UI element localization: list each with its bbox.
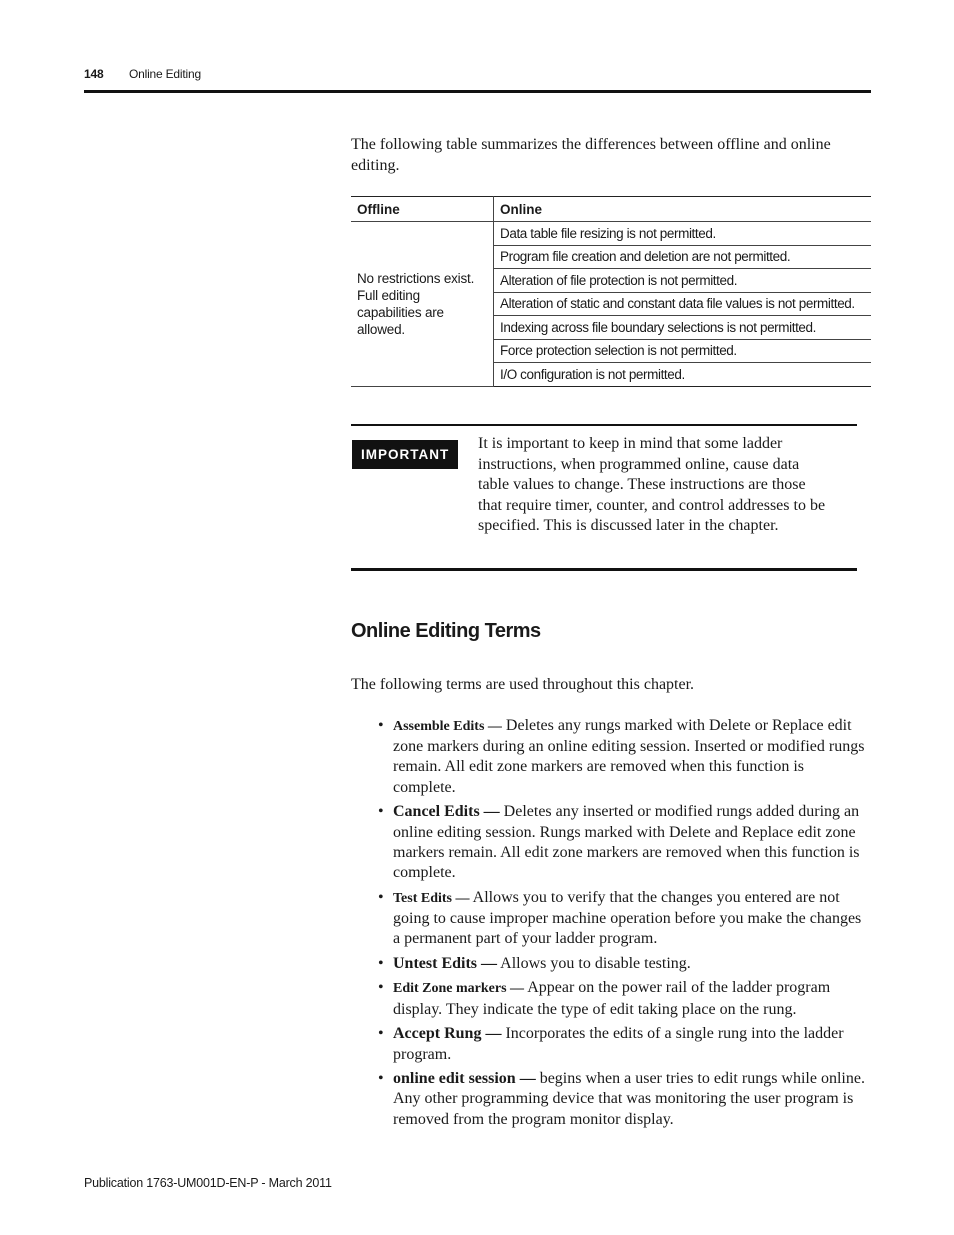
term-name: Edit Zone markers —	[393, 981, 525, 997]
list-item	[378, 1024, 870, 1064]
term-description: begins when a user tries to edit rungs while online. Any other programming device that was monitoring the user program is removed from the program monitor display.	[393, 1070, 865, 1128]
online-cell: Indexing across file boundary selections is not permitted.	[494, 316, 872, 340]
list-item	[378, 888, 870, 950]
bullet-icon: •	[378, 1070, 384, 1088]
term-description: Deletes any inserted or modified rungs added during an online editing session. Rungs marked with Delete and Replace edit zone markers remain. All edit zone markers are removed when this function is complete.	[393, 803, 860, 881]
table-header-offline: Offline	[351, 197, 494, 222]
bullet-icon: •	[378, 717, 384, 734]
term-description: Appear on the power rail of the ladder program display. They indicate the type of edit taking place on the rung.	[393, 979, 831, 1018]
important-label: IMPORTANT	[352, 440, 458, 469]
offline-cell: No restrictions exist. Full editing capabilities are allowed.	[351, 222, 494, 387]
list-item	[378, 978, 870, 1019]
bullet-icon: •	[378, 1025, 384, 1043]
term-name: Cancel Edits —	[393, 803, 500, 821]
bullet-icon: •	[378, 803, 384, 821]
term-description: Allows you to verify that the changes you entered are not going to cause improper machine operation before you make the changes a permanent part of your ladder program.	[393, 888, 862, 948]
term-name: online edit session —	[393, 1070, 536, 1088]
term-description: Allows you to disable testing.	[500, 954, 691, 972]
list-item	[378, 1069, 870, 1130]
comparison-table	[351, 196, 871, 387]
table-header-online: Online	[494, 197, 872, 222]
page-number: 148	[84, 67, 104, 81]
term-name: Untest Edits —	[393, 954, 498, 972]
online-cell: Force protection selection is not permitted.	[494, 339, 872, 363]
online-cell: I/O configuration is not permitted.	[494, 363, 872, 387]
page-header	[84, 66, 871, 93]
table-header-row	[351, 197, 871, 222]
term-name: Assemble Edits —	[393, 719, 502, 734]
bullet-icon: •	[378, 979, 384, 997]
section-title: Online Editing Terms	[351, 620, 541, 642]
page-footer: Publication 1763-UM001D-EN-P - March 2011	[84, 1176, 332, 1190]
list-item	[378, 954, 870, 974]
chapter-title: Online Editing	[129, 67, 201, 81]
term-description: Incorporates the edits of a single rung into the ladder program.	[393, 1025, 844, 1063]
term-name: Test Edits —	[393, 890, 470, 906]
list-item	[378, 716, 870, 798]
bullet-icon: •	[378, 888, 384, 906]
online-cell: Alteration of file protection is not permitted.	[494, 269, 872, 293]
term-name: Accept Rung —	[393, 1025, 502, 1043]
online-cell: Data table file resizing is not permitted.	[494, 222, 872, 246]
section-intro: The following terms are used throughout this chapter.	[351, 676, 695, 693]
online-cell: Program file creation and deletion are not permitted.	[494, 245, 872, 269]
important-text: It is important to keep in mind that some ladder instructions, when programmed online, cause data table values to change. These instructions are those that require timer, counter, and control addresses to be specified. This is discussed later in the chapter.	[478, 435, 826, 534]
terms-list	[378, 716, 870, 1134]
term-description: Deletes any rungs marked with Delete or Replace edit zone markers during an online editing session. Inserted or modified rungs remain. All edit zone markers are removed when this function is complete.	[393, 717, 865, 796]
important-callout	[351, 424, 857, 571]
bullet-icon: •	[378, 954, 384, 972]
list-item	[378, 802, 870, 883]
intro-paragraph: The following table summarizes the differences between offline and online editing.	[351, 136, 831, 174]
online-cell: Alteration of static and constant data file values is not permitted.	[494, 292, 872, 316]
table-row	[351, 222, 871, 246]
